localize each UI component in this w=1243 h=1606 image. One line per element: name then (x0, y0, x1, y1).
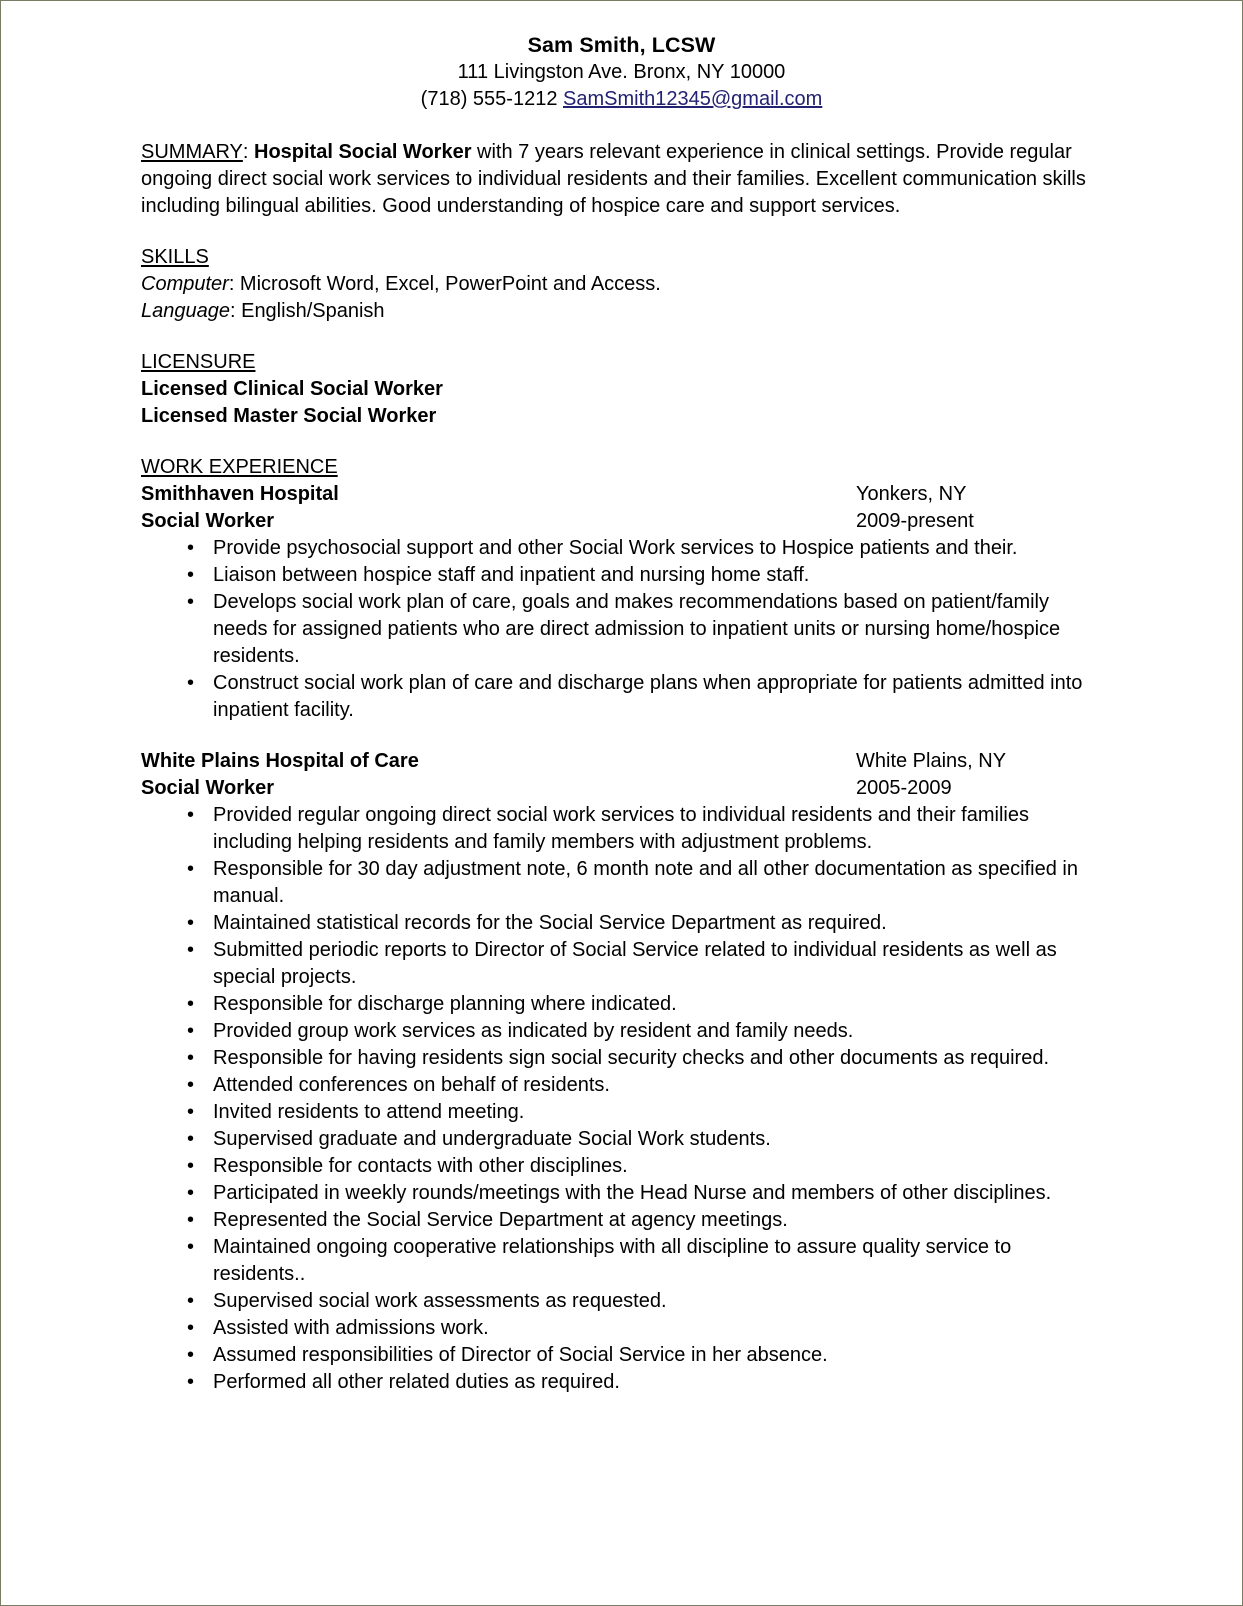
job-title-row (141, 775, 1102, 802)
skills-section (141, 244, 1102, 325)
resume-content (1, 1, 1242, 1396)
job-bullet: • Attended conferences on behalf of residents. (141, 1072, 1102, 1099)
job-bullet: • Maintained statistical records for the Social Service Department as required. (141, 910, 1102, 937)
candidate-contact (141, 86, 1102, 113)
job-bullet: • Responsible for having residents sign social security checks and other documents as required. (141, 1045, 1102, 1072)
job-bullet: • Develops social work plan of care, goals and makes recommendations based on patient/family needs for assigned patients who are direct admission to inpatient units or nursing home/hospice residents. (141, 589, 1102, 670)
job-bullet: • Provided group work services as indicated by resident and family needs. (141, 1018, 1102, 1045)
job-dates: 2005-2009 (856, 777, 952, 799)
skills-value-language: : English/Spanish (229, 300, 385, 322)
job-location: White Plains, NY (856, 750, 1007, 772)
job-dates: 2009-present (856, 510, 974, 532)
job-bullet: • Maintained ongoing cooperative relationships with all discipline to assure quality service to residents.. (141, 1234, 1102, 1288)
work-experience-heading: WORK EXPERIENCE (141, 456, 338, 478)
candidate-address: 111 Livingston Ave. Bronx, NY 10000 (457, 61, 786, 83)
work-experience-section (141, 454, 1102, 1396)
work-experience-heading-wrap (141, 454, 1102, 481)
skills-label-computer: Computer (141, 273, 229, 295)
job-bullet: • Participated in weekly rounds/meetings with the Head Nurse and members of other disciplines. (141, 1180, 1102, 1207)
job-title: Social Worker (141, 777, 275, 799)
summary-heading-colon: : (242, 141, 249, 163)
job-bullet: • Provided regular ongoing direct social work services to individual residents and their families including helping residents and family members with adjustment problems. (141, 802, 1102, 856)
resume-header (141, 31, 1102, 113)
job-bullet: • Responsible for 30 day adjustment note, 6 month note and all other documentation as specified in manual. (141, 856, 1102, 910)
skills-value-computer: : Microsoft Word, Excel, PowerPoint and Access. (228, 273, 661, 295)
job-employer: Smithhaven Hospital (141, 483, 339, 505)
spacer (141, 325, 1102, 349)
job-entry (141, 748, 1102, 1396)
job-bullet: • Liaison between hospice staff and inpatient and nursing home staff. (141, 562, 1102, 589)
job-bullet: • Supervised social work assessments as requested. (141, 1288, 1102, 1315)
job-bullet: • Submitted periodic reports to Director of Social Service related to individual residents as well as special projects. (141, 937, 1102, 991)
spacer (141, 724, 1102, 748)
job-bullet: • Assisted with admissions work. (141, 1315, 1102, 1342)
job-entry (141, 481, 1102, 724)
email-link[interactable]: SamSmith12345@gmail.com (563, 88, 823, 110)
job-bullet-list (141, 802, 1102, 1396)
candidate-name: Sam Smith, LCSW (527, 33, 716, 57)
spacer (141, 113, 1102, 139)
job-bullet: • Responsible for discharge planning where indicated. (141, 991, 1102, 1018)
summary-section (141, 139, 1102, 220)
spacer (141, 220, 1102, 244)
spacer (141, 430, 1102, 454)
licensure-heading: LICENSURE (141, 351, 256, 373)
licensure-item-1: Licensed Master Social Worker (141, 405, 437, 427)
summary-body: with 7 years relevant experience in clinical settings. Provide regular ongoing direct social work services to individual residents and their families. Excellent communication skills including bilingual abilities. Good understanding of hospice care and support services. (141, 141, 1086, 217)
job-bullet: • Provide psychosocial support and other Social Work services to Hospice patients and their. (141, 535, 1102, 562)
job-bullet: • Performed all other related duties as required. (141, 1369, 1102, 1396)
job-title-row (141, 508, 1102, 535)
job-bullet: • Construct social work plan of care and discharge plans when appropriate for patients admitted into inpatient facility. (141, 670, 1102, 724)
job-bullet: • Supervised graduate and undergraduate Social Work students. (141, 1126, 1102, 1153)
job-employer: White Plains Hospital of Care (141, 750, 419, 772)
summary-heading: SUMMARY (141, 141, 243, 163)
job-employer-row (141, 481, 1102, 508)
job-bullet: • Invited residents to attend meeting. (141, 1099, 1102, 1126)
summary-paragraph (141, 139, 1102, 220)
skills-heading: SKILLS (141, 246, 209, 268)
skills-row-language (141, 298, 1102, 325)
job-location: Yonkers, NY (856, 483, 967, 505)
licensure-heading-wrap (141, 349, 1102, 376)
licensure-item-0: Licensed Clinical Social Worker (141, 378, 443, 400)
licensure-section (141, 349, 1102, 430)
phone-number: (718) 555-1212 (420, 88, 558, 110)
job-bullet-list (141, 535, 1102, 724)
skills-row-computer (141, 271, 1102, 298)
summary-emphasis: Hospital Social Worker (254, 141, 472, 163)
skills-label-language: Language (141, 300, 230, 322)
skills-heading-wrap (141, 244, 1102, 271)
job-bullet: • Represented the Social Service Department at agency meetings. (141, 1207, 1102, 1234)
job-bullet: • Assumed responsibilities of Director of Social Service in her absence. (141, 1342, 1102, 1369)
job-bullet: • Responsible for contacts with other disciplines. (141, 1153, 1102, 1180)
job-title: Social Worker (141, 510, 275, 532)
job-employer-row (141, 748, 1102, 775)
